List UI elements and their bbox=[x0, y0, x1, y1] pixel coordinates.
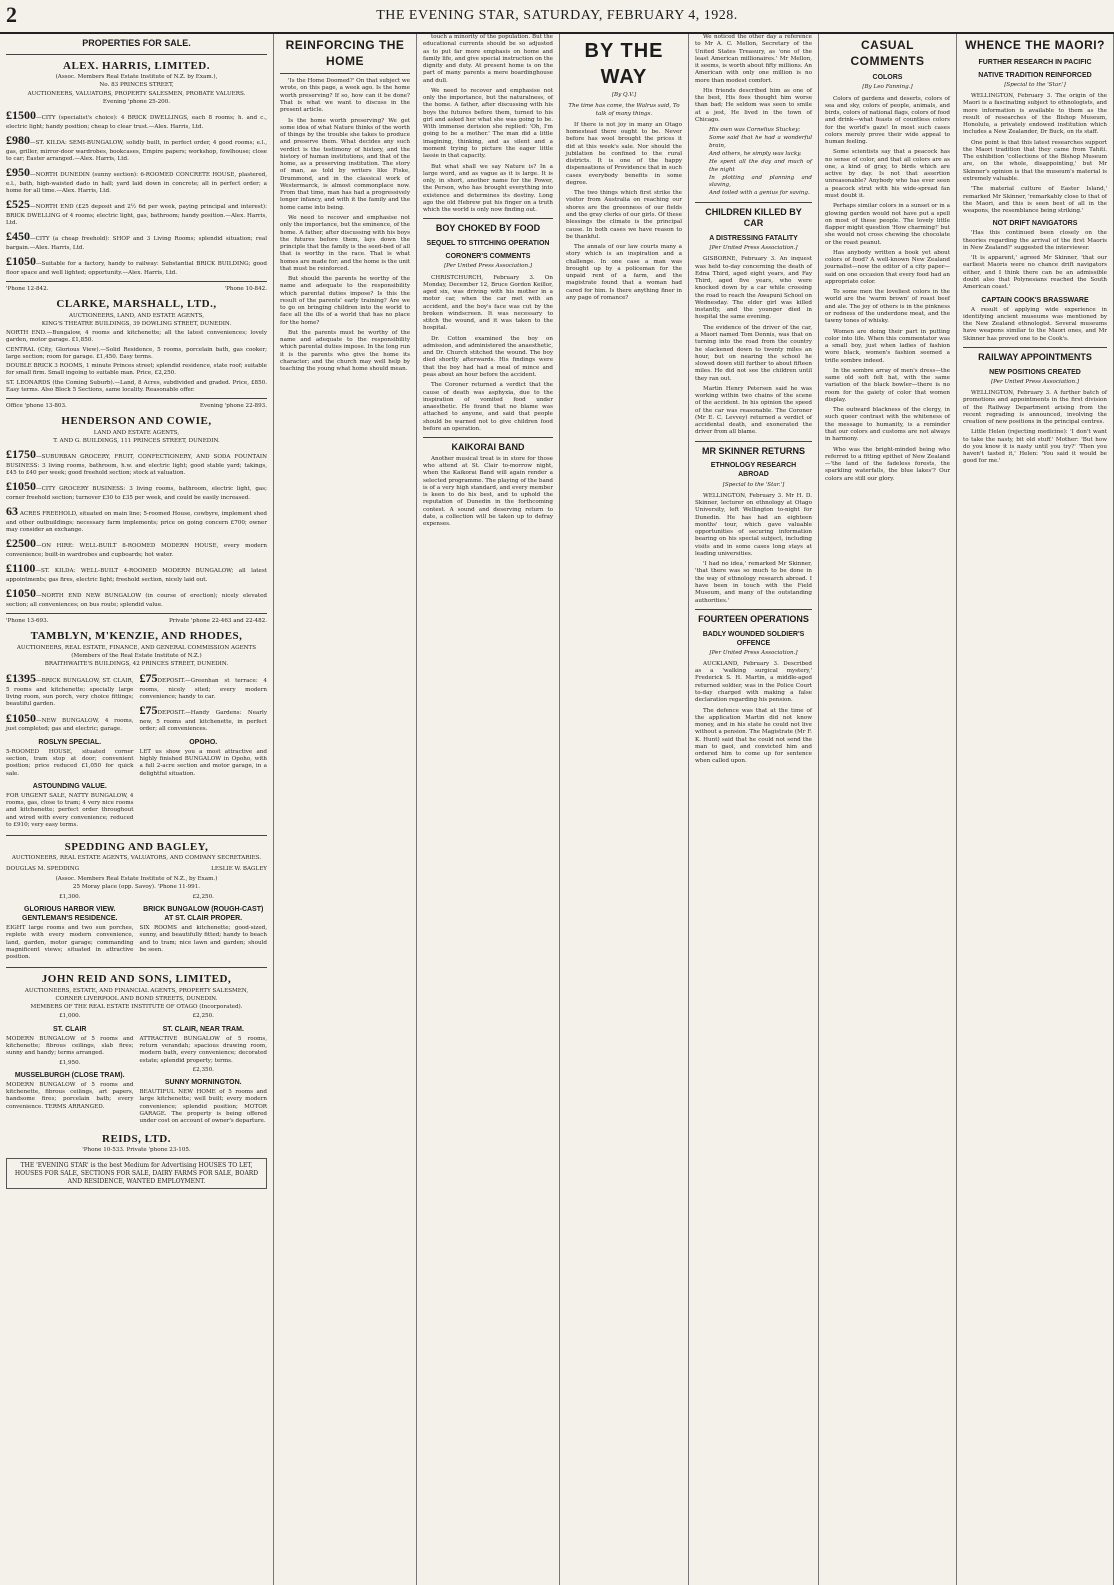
divider bbox=[423, 437, 553, 438]
skinner-credit: [Special to the 'Star.'] bbox=[722, 481, 785, 488]
divider bbox=[6, 281, 267, 282]
divider bbox=[6, 967, 267, 968]
paragraph: Dr. Cotton examined the boy on admission, and administered the anaesthetic, and Dr. Church stitched the wound. The boy died shortly afterwards. His findings were that the boy had had a meal of mince and peas about an hour before the accident. bbox=[423, 335, 553, 378]
spedding-ad bbox=[6, 840, 267, 963]
divider bbox=[280, 73, 410, 74]
boy-subheading: SEQUEL TO STITCHING OPERATION bbox=[426, 240, 550, 248]
spedding-left-heading: GLORIOUS HARBOR VIEW. GENTLEMAN'S RESIDENCE. bbox=[22, 905, 118, 922]
maori-credit: [Special to the 'Star.'] bbox=[1004, 81, 1066, 88]
paragraph: Some scientists say that a peacock has no sense of color, and that all colors are as one, a kind of gray, to birds which are active by day. Is not that assertion unreasonable? Anybody who has ever seen a peacock strut with his wide-spread fan must doubt it. bbox=[825, 149, 950, 199]
opoho-heading: OPOHO. bbox=[189, 738, 218, 746]
list-item: £1050—NEW BUNGALOW, 4 rooms, just completed; gas and electric; garage. bbox=[6, 710, 134, 733]
list-item: £1050—NORTH END NEW BUNGALOW (in course of erection); nicely elevated section; all conveniences; on bus route; splendid value. bbox=[6, 586, 267, 608]
divider bbox=[963, 347, 1107, 348]
paragraph: touch a minority of the population. But the educational currents should be so adjusted as to put far more emphasis on home and family life, and give special instruction on the dignity and duty. At present home is on the part of many parents a mere boardinghouse and dull. bbox=[423, 34, 553, 84]
paragraph: We need to recover and emphasise not only the importance, but the eminence, of the home. A father, after discussing with his boys the futures before them, lays down the principle that the family is the seed-bed of all that is worthy in the race. That is what homes are made for; and the home is the unit that must be reinforced. bbox=[280, 214, 410, 272]
tamblyn-members: (Members of the Real Estate Institute of N.Z.) bbox=[71, 652, 202, 659]
colours-subheading: COLORS bbox=[872, 74, 903, 82]
harris-address: No. 83 PRINCES STREET, bbox=[99, 82, 174, 89]
list-item: £1750—SUBURBAN GROCERY, FRUIT, CONFECTIONERY, AND SODA FOUNTAIN BUSINESS: 3 living rooms, bathroom, h.w. and electric light; good stable yard; takings, £45 to £40 per week; good freehold section; stock at valuation. bbox=[6, 447, 267, 477]
henderson-address: T. AND G. BUILDINGS, 111 PRINCES STREET, DUNEDIN. bbox=[53, 438, 220, 445]
reid-c-heading: MUSSELBURGH (CLOSE TRAM). bbox=[14, 1071, 125, 1079]
reid-address: CORNER LIVERPOOL AND BOND STREETS, DUNEDIN. bbox=[55, 995, 218, 1002]
boy-headline: BOY CHOKED BY FOOD bbox=[435, 223, 541, 234]
masthead bbox=[0, 0, 1114, 34]
car-credit: [Per United Press Association.] bbox=[709, 245, 798, 252]
spedding-members: (Assoc. Members Real Estate Institute of N.Z., by Exam.) bbox=[55, 876, 218, 883]
maori-headline: WHENCE THE MAORI? bbox=[965, 38, 1105, 52]
reid-trades: AUCTIONEERS, ESTATE, AND FINANCIAL AGENTS, PROPERTY SALESMEN, bbox=[24, 987, 249, 994]
maori-column bbox=[957, 34, 1114, 1585]
skinner-subheading: ETHNOLOGY RESEARCH ABROAD bbox=[710, 462, 797, 479]
evening-star-box-ad: THE 'EVENING STAR' is the best Medium for Advertising HOUSES TO LET, HOUSES FOR SALE, SECTIONS FOR SALE, DAIRY FARMS FOR SALE, BOARD AND RESIDENCE, WANTED EMPLOYMENT. bbox=[6, 1158, 267, 1189]
bytheway-headline: BY THE WAY bbox=[584, 40, 664, 88]
harris-members: (Assoc. Members Real Estate Institute of N.Z. by Exam.), bbox=[55, 73, 218, 80]
reid-d-text: BEAUTIFUL NEW HOME of 5 rooms and large kitchenette; well built; every modern convenience; splendid position; MOTOR GARAGE. The property is being offered under cost on account of owner's departure. bbox=[139, 1089, 267, 1125]
paragraph: One point is that this latest researches support the Maori tradition that they came from Tahiti. The exhibition 'collections of the Bishop Museum are, on the whole, disappointing,' but Mr Skinner's opinion is that the museum's material is extremely valuable. bbox=[963, 139, 1107, 182]
paragraph: The evidence of the driver of the car, a Maori named Tom Dennis, was that on turning into the road from the country he slackened down to twenty miles an hour, but on nearing the school he slowed down still further to about fifteen miles. He did not see the children until they ran out. bbox=[695, 324, 812, 382]
paragraph: Another musical treat is in store for those who attend at St. Clair to-morrow night, when the Kaikorai Band will again render a selected programme. The playing of the band is of a very high standard, and every member is keen to do his best, and to uphold the reputation of Dunedin in the forthcoming contest. A sound and deserving return to date, a collection will be taken up to defray expenses. bbox=[423, 455, 553, 528]
harris-ad bbox=[6, 59, 267, 277]
divider bbox=[423, 218, 553, 219]
paragraph: The Coroner returned a verdict that the cause of death was asphyxia, due to the inspiration of vomited food under anaesthetic. He found that no blame was attached to anyone, and said that people should be warned not to give children food before an operation. bbox=[423, 382, 553, 432]
colours-author: [By Leo Fanning.] bbox=[862, 84, 913, 91]
reid-a-text: MODERN BUNGALOW of 5 rooms and kitchenette; fibrous ceilings, slab fires; sunny and handy; terms arranged. bbox=[6, 1035, 134, 1057]
colours-column bbox=[819, 34, 957, 1585]
henderson-ad bbox=[6, 403, 267, 609]
reid-d-price: £2,350. bbox=[192, 1066, 214, 1073]
henderson-trades: LAND AND ESTATE AGENTS, bbox=[93, 429, 180, 436]
list-item: £1050—Suitable for a factory, handy to railway: Substantial BRICK BUILDING; good floor space and well lighted; opportunity.—Alex. Harris, Ltd. bbox=[6, 254, 267, 276]
clarke-address: KING'S THEATRE BUILDINGS, 39 DOWLING STREET, DUNEDIN. bbox=[41, 320, 232, 327]
harris-name: ALEX. HARRIS, LIMITED. bbox=[63, 59, 210, 72]
clarke-phone-left: 'Phone 12-842. bbox=[6, 286, 49, 292]
property-ads-column bbox=[0, 34, 274, 1585]
maori-subheading: FURTHER RESEARCH IN PACIFIC bbox=[978, 58, 1092, 66]
divider bbox=[6, 54, 267, 55]
page-number: 2 bbox=[6, 2, 17, 27]
spedding-partner-right: LESLIE W. BAGLEY bbox=[211, 865, 267, 872]
paragraph: 'Is the Home Doomed?' On that subject we wrote, on this page, a week ago. Is the home worth preserving? If so, how can it be done? That is what we want to discuss in the present article. bbox=[280, 78, 410, 114]
reids-phone: 'Phone 10-533. Private 'phone 23-105. bbox=[82, 1146, 191, 1153]
list-item: £980—ST. KILDA: SEMI-BUNGALOW, solidly built, in perfect order, 4 good rooms; e.l., gas, griller, mirror-door wardrobes, bookcases, Empire papers; workshop, fowlhouse; close to car; Easter arranged.—Alex. Harris, Ltd. bbox=[6, 132, 267, 162]
paragraph: 'It is apparent,' agreed Mr Skinner, 'that our earliest Maoris were no chance drift navigators either, and I think there can be an admissible doubt also that Polynesians reached the South American coast.' bbox=[963, 255, 1107, 291]
ops-headline: FOURTEEN OPERATIONS bbox=[698, 613, 809, 624]
paragraph: WELLINGTON, February 3. The origin of the Maori is a fascinating subject to ethnologists, and more information is available to them as the result of researches of the Bishop Museum, Honolulu, a privately endowed institution which includes a New Zealander, Dr Buck, on its staff. bbox=[963, 93, 1107, 136]
spedding-name: SPEDDING AND BAGLEY, bbox=[64, 841, 209, 854]
paragraph: We noticed the other day a reference to Mr A. C. Mellon, Secretary of the United States Treasury, as 'one of the least American millionaires.' Mr Mellon, it seems, is worth about fifty millions. An American with only one million is no more than modest comfort. bbox=[695, 34, 812, 84]
reid-b-price: £2,250. bbox=[192, 1013, 214, 1020]
clarke-ad bbox=[6, 286, 267, 394]
paragraph: Colors of gardens and deserts, colors of sea and sky, colors of people, animals, and birds, colors of national flags, colors of food and drink—what feasts of countless colors for the world's gaze! In most such cases colors merely prove their wide appeal to human feeling. bbox=[825, 95, 950, 146]
tamblyn-ad bbox=[6, 618, 267, 831]
list-item: £950—NORTH DUNEDIN (sunny section): 6-ROOMED CONCRETE HOUSE, plastered, e.l., bath, high-waisted dado in hall; yard laid down in concrete; all in perfect order; a home for all time.—Alex. Harris, Ltd. bbox=[6, 165, 267, 194]
henderson-name: HENDERSON AND COWIE, bbox=[61, 415, 212, 428]
car-headline: CHILDREN KILLED BY CAR bbox=[705, 206, 802, 229]
navigators-heading: NOT DRIFT NAVIGATORS bbox=[992, 220, 1078, 228]
paragraph: We need to recover and emphasise not only the importance, but the naturalness, of the home. A father, after discussing with his boys the futures before them, turned to his girl and asked her what she was going to be. With immense derision she replied: 'Oh, I'm going to be a mother.' The man did a little imagining, thinking, and as silent and a moment trying to picture the eager little lassie in that capacity. bbox=[423, 87, 553, 160]
paragraph: WELLINGTON, February 3. Mr H. D. Skinner, lecturer on ethnology at Otago University, left Wellington to-night for Dunedin. He has had an eighteen months' tour, which gave valuable opportunities of securing information bearing on his special subject, including visits and in some cases long stays at leading universities. bbox=[695, 492, 812, 557]
spedding-left-price: £1,300. bbox=[59, 893, 81, 900]
railway-subheading: NEW POSITIONS CREATED bbox=[989, 368, 1081, 376]
verse-line: And others, he simply was lucky. bbox=[709, 150, 802, 157]
paragraph: WELLINGTON, February 3. A further batch of promotions and appointments in the first division of the Railway Department arising from the recent regrading is announced, involving the creation of new positions in the principal centres. bbox=[963, 389, 1107, 426]
henderson-phone-right: Evening 'phone 22-893. bbox=[199, 403, 267, 410]
cook-heading: CAPTAIN COOK'S BRASSWARE bbox=[981, 296, 1089, 304]
colours-headline: CASUAL COMMENTS bbox=[850, 38, 925, 68]
list-item: 63 ACRES FREEHOLD, situated on main line; 5-roomed House, cowbyre, implement shed and other outbuildings; necessary farm implements; price on going concern £700; owner may consider an exchange. bbox=[6, 504, 267, 534]
paragraph: Women are doing their part in putting color into life. When this commentator was a small boy, just when ladies of fashion wore black, women's fashion seemed a trifle sombre indeed. bbox=[825, 328, 950, 364]
clarke-phone-right: 'Phone 10-842. bbox=[224, 286, 267, 292]
list-item: DOUBLE BRICK 3 ROOMS, 1 minute Princes street; splendid residence, state roof; suitable for small firm. Small ingoing to suitable man. Price, £2,250. bbox=[6, 363, 267, 377]
tamblyn-phone-left: 'Phone 13-693. bbox=[6, 618, 49, 624]
verse-line: And toiled with a genius for saving. bbox=[709, 190, 810, 197]
list-item: NORTH END.—Bungalow, 4 rooms and kitchenette; all the latest conveniences; lovely garden, motor garage. £1,850. bbox=[6, 330, 267, 344]
paragraph: Who was the bright-minded being who referred to a fitting epithet of New Zealand—'the land of the fadeless forests, the sparkling waterfalls, the blue lakes'? Our colors are still our glory. bbox=[825, 446, 950, 482]
verse-line: His own was Cornelius Stuckey; bbox=[709, 127, 801, 134]
clarke-trades: AUCTIONEERS, LAND, AND ESTATE AGENTS, bbox=[68, 312, 204, 319]
paragraph: In the sombre array of men's dress—the same old soft felt hat, with the same variation of the black bowler—there is no room for the gaiety of color that women display. bbox=[825, 367, 950, 403]
harris-trades: AUCTIONEERS, VALUATORS, PROPERTY SALESMEN, PROBATE VALUERS. bbox=[27, 90, 246, 97]
paragraph: His friends described him as one of the best, His foes thought him worse than bad; He seldom was seen to smile at a jest, He lived in the town of Chicago. bbox=[695, 87, 812, 123]
paragraph: The two things which first strike the visitor from Australia on reaching our shores are the greenness of our fields and the gray clerks of our girls. Of these blessings the climate is the principal cause. In both cases we have reason to be thankful. bbox=[566, 190, 682, 240]
verse-line: He spent all the day and much of the night bbox=[709, 159, 812, 173]
paragraph: CHRISTCHURCH, February 3. On Monday, December 12, Bruce Gordon Keillor, aged six, was driving with his mother in a motor car, when the car met with an accident, and the boy's face was cut by the broken windscreen. It was necessary to stitch the wound, and it was taken to the hospital. bbox=[423, 274, 553, 332]
list-item: £1500—CITY (specialist's choice): 4 BRICK DWELLINGS, each 8 rooms; h. and c., electric light; handy position; cheap to clear trust.—Alex. Harris, Ltd. bbox=[6, 108, 267, 130]
list-item: £1395—BRICK BUNGALOW, ST. CLAIR, 5 rooms and kitchenette; specially large living room, sun porch, very choice fittings; beautiful garden. bbox=[6, 671, 134, 708]
paragraph: But should the parents be worthy of the name and adequate to the responsibility which parental duties impose? Is this the result of the parents' early training? Are we to go on bringing children into the world to face all the ills of a world that has no place for the home? bbox=[280, 276, 410, 326]
divider bbox=[6, 835, 267, 836]
bytheway-author: [By Q.V.] bbox=[611, 92, 637, 98]
paragraph: But the parents must be worthy of the name and adequate to the responsibility which parental duties impose. In the long run it is the parents who give the home its character; and the church may well help by teaching the young what home should mean. bbox=[280, 329, 410, 373]
opoho-text: LET us show you a most attractive and highly finished BUNGALOW in Opoho, with a full 2-acre section and motor garage, in a delightful situation. bbox=[139, 748, 267, 777]
list-item: £1100—ST. KILDA: WELL-BUILT 4-ROOMED MODERN BUNGALOW; all latest appointments; gas fires, electric light; freehold section, nicely laid out. bbox=[6, 561, 267, 583]
tamblyn-name: TAMBLYN, M'KENZIE, AND RHODES, bbox=[30, 630, 243, 643]
paragraph: 'I had no idea,' remarked Mr Skinner, 'that there was so much to be done in the way of ethnology research abroad. I have been in touch with the Field Museum, and many of the outstanding authorities.' bbox=[695, 561, 812, 604]
tamblyn-phone-right: Private 'phone 22-463 and 22-482. bbox=[168, 618, 267, 624]
boy-credit: [Per United Press Association.] bbox=[443, 263, 533, 270]
list-item: £75DEPOSIT.—Greenhan st terrace: 4 rooms, nicely sited; every modern convenience; handy to car. bbox=[139, 671, 267, 701]
divider bbox=[695, 609, 812, 610]
bytheway-column bbox=[560, 34, 689, 1585]
paragraph: 'The material culture of Easter Island,' remarked Mr Skinner, 'remarkably close to that of the Maori, and this is seen best of all in the weapons, the resemblance being striking.' bbox=[963, 186, 1107, 215]
paragraph: The annals of our law courts many a story which is an inspiration and a challenge. In one case a man was brought up by a policeman for the unpaid rent of a farm, and the magistrate found that a woman had cared for him. Is there anything finer in any page of romance? bbox=[566, 244, 682, 301]
maori-subheading-2: NATIVE TRADITION REINFORCED bbox=[978, 71, 1092, 79]
divider bbox=[695, 202, 812, 203]
list-item: ST. LEONARDS (the Coming Suburb).—Land, 8 Acres, subdivided and graded. Price, £850. Easy terms. Also Block 5 Sections, same locality. Reasonable offer. bbox=[6, 379, 267, 393]
paragraph: But what shall we say Nature is? In a large word, and as vague as it is large. It is only, in short, another name for the Power, the Person, who has brought everything into existence and determines its destiny. Long ago the old Hebrew put his finger on a truth which the world is only now finding out. bbox=[423, 163, 553, 214]
reid-ad bbox=[6, 972, 267, 1154]
bytheway-epigraph: The time has come, the Walrus said, To talk of many things. bbox=[568, 103, 680, 117]
spedding-right-heading: BRICK BUNGALOW (ROUGH-CAST) AT ST. CLAIR PROPER. bbox=[143, 905, 264, 922]
list-item: CENTRAL (City, Glorious View).—Solid Residence, 5 rooms, porcelain bath, gas cooker; large section; room for garage. £1,450. Easy terms. bbox=[6, 346, 267, 360]
railway-headline: RAILWAY APPOINTMENTS bbox=[978, 351, 1092, 362]
roslyn-heading: ROSLYN SPECIAL. bbox=[38, 738, 102, 746]
home-headline: REINFORCING THE HOME bbox=[285, 38, 405, 68]
list-item: £525—NORTH END (£25 deposit and 2½ 6d per week, paying principal and interest): BRICK DWELLING of 4 rooms; electric light, gas, bathroom; handy position.—Alex. Harris, Ltd. bbox=[6, 197, 267, 227]
ops-credit: [Per United Press Association.] bbox=[709, 649, 798, 656]
list-item: £1050—CITY GROCERY BUSINESS: 3 living rooms, bathroom, electric light, gas; corner freehold section; turnover £30 to £35 per week, and could be easily increased. bbox=[6, 479, 267, 502]
list-item: £2500—ON HIRE: WELL-BUILT 8-ROOMED MODERN HOUSE, every modern convenience; built-in wardrobes and cupboards; hot water. bbox=[6, 536, 267, 559]
list-item: £450—CITY (a cheap freehold): SHOP and 3 Living Rooms; splendid situation; real bargain.—Alex. Harris, Ltd. bbox=[6, 229, 267, 251]
list-item: £75DEPOSIT.—Handy Gardens: Nearly new, 5 rooms and kitchenette, in perfect order; all conveniences. bbox=[139, 703, 267, 733]
astounding-text: FOR URGENT SALE, NATTY BUNGALOW, 4 rooms, gas, close to tram; 4 very nice rooms and kitchenette; perfect order throughout and wired with every convenience; reduced to £910; very easy terms. bbox=[6, 792, 134, 828]
kaikorai-headline: KAIKORAI BAND bbox=[451, 442, 525, 453]
paragraph: Is the home worth preserving? We get some idea of what Nature thinks of the worth of things by the trouble she takes to produce and preserve them. What decides any such verdict is the testimony of history, and the history of human institutions, and that of the home, as a preserving institution. The story of man, as told by writers like Fiske, Drummond, and in the classical work of Westermarck, is almost commonplace now. From that time, man has had a progressively longer infancy, and with it the family and the home came into being. bbox=[280, 117, 410, 211]
paragraph: A result of applying wide experience in identifying ancient museums was mentioned by the New Zealand ethnologist. Several museums have weapons similar to the Maori ones, and Mr Skinner has proved one to be Cook's. bbox=[963, 306, 1107, 342]
reid-a-heading: ST. CLAIR bbox=[53, 1025, 87, 1033]
henderson-phone-left: Office 'phone 13-803. bbox=[6, 403, 67, 410]
paragraph: AUCKLAND, February 3. Described as a 'walking surgical mystery,' Frederick S. H. Martin, a middle-aged returned soldier, was in the Police Court to-day charged with making a false declaration regarding his pension. bbox=[695, 660, 812, 704]
paragraph: Perhaps similar colors in a sunset or in a glowing garden would not have put a spell on most of these people. The lovely little flapper might question 'How charming!' but she would not cross chewing the chocolate or the roast peanut. bbox=[825, 203, 950, 246]
harris-phone: Evening 'phone 25-200. bbox=[102, 98, 171, 105]
paragraph: Martin Henry Petersen said he was working within two chains of the scene of the accident. In his opinion the speed of the car was reasonable. The Coroner (Mr E. C. Levvey) returned a verdict of accidental death, and exonerated the driver from all blame. bbox=[695, 385, 812, 436]
reid-c-price: £1,950. bbox=[59, 1059, 81, 1066]
boy-subheading-2: CORONER'S COMMENTS bbox=[445, 253, 531, 261]
reid-b-heading: ST. CLAIR, NEAR TRAM. bbox=[162, 1025, 244, 1033]
spedding-left-text: EIGHT large rooms and two sun porches, replete with every modern convenience, land, garden, motor garage; commanding magnificent views; situated in attractive position. bbox=[6, 925, 134, 961]
roslyn-text: 5-ROOMED HOUSE, situated corner section, tram stop at door; convenient position; price reduced £1,050 for quick sale. bbox=[6, 748, 134, 777]
spedding-trades: AUCTIONEERS, REAL ESTATE AGENTS, VALUATORS, AND COMPANY SECRETARIES. bbox=[11, 855, 262, 862]
reid-b-text: ATTRACTIVE BUNGALOW of 5 rooms, return verandah; spacious drawing room, modern bath, every convenience; decorated estate; splendid property; terms. bbox=[139, 1035, 267, 1064]
car-subheading: A DISTRESSING FATALITY bbox=[709, 234, 798, 242]
spedding-partner-left: DOUGLAS M. SPEDDING bbox=[6, 865, 80, 872]
paragraph: The defence was that at the time of the application Martin did not know money, and in his state he could not live without a pension. The Magistrate (Mr F. K. Hunt) said that he could not send the man to gaol, and convicted him and ordered him to come up for sentence when called upon. bbox=[695, 707, 812, 765]
clarke-name: CLARKE, MARSHALL, LTD., bbox=[56, 298, 217, 311]
paragraph: Little Helen (rejecting medicine): 'I don't want to take the nasty, bit old stuff.' Mother: 'But how do you know it is nasty until you try?' 'Then you haven't tasted it,' Helen: 'You said it would be good for me.' bbox=[963, 429, 1107, 465]
skinner-headline: MR SKINNER RETURNS bbox=[701, 445, 805, 456]
reid-a-price: £1,000. bbox=[59, 1013, 81, 1020]
home-article-column bbox=[274, 34, 417, 1585]
verse-line: In plotting and planning and slaving, bbox=[709, 174, 812, 189]
tamblyn-trades: AUCTIONEERS, REAL ESTATE, FINANCE, AND GENERAL COMMISSION AGENTS bbox=[16, 644, 257, 651]
paragraph: 'Has this continued been closely on the theories regarding the arrival of the first Maoris in New Zealand?' suggested the interviewer. bbox=[963, 230, 1107, 251]
divider bbox=[6, 398, 267, 399]
paragraph: The outward blackness of the clergy, in such queer contrast with the whiteness of the message to humanity, is a reminder that our colors and customs are not always in harmony. bbox=[825, 407, 950, 443]
tamblyn-address: BRAITHWAITE'S BUILDINGS, 42 PRINCES STREET, DUNEDIN. bbox=[44, 661, 229, 668]
verse-line: Some said that he had a wonderful brain, bbox=[709, 135, 812, 149]
property-heading: PROPERTIES FOR SALE. bbox=[82, 38, 191, 48]
news-column bbox=[689, 34, 819, 1585]
divider bbox=[6, 613, 267, 614]
astounding-heading: ASTOUNDING VALUE. bbox=[32, 782, 107, 790]
reid-name: JOHN REID AND SONS, LIMITED, bbox=[41, 973, 232, 986]
ops-subheading: BADLY WOUNDED SOLDIER'S OFFENCE bbox=[702, 630, 805, 647]
reid-c-text: MODERN BUNGALOW of 5 rooms and kitchenette, fibrous ceilings, art papers, handsome fires; porcelain bath; every convenience. TERMS ARRANGED. bbox=[6, 1081, 134, 1110]
paragraph: To some men the loveliest colors in the world are the 'warm brown' of roast beef and ale. The joy of others is in the pinkness or redness of the underdone meat, and the tawny tones of whisky. bbox=[825, 289, 950, 325]
boy-article-column bbox=[417, 34, 560, 1585]
reid-members: MEMBERS OF THE REAL ESTATE INSTITUTE OF OTAGO (Incorporated). bbox=[30, 1004, 243, 1011]
reid-d-heading: SUNNY MORNINGTON. bbox=[164, 1079, 242, 1087]
paragraph: GISBORNE, February 3. An inquest was held to-day concerning the death of Edna Third, aged eight years, and Fay Third, aged five years, who were knocked down by a car while crossing the road to reach the Awapuni School on Wednesday. The elder girl was killed instantly, and the younger died in hospital the same evening. bbox=[695, 256, 812, 321]
paragraph: Has anybody written a book yet about colors of food? A well-known New Zealand journalist—now the editor of a city paper—said on one occasion that every food had an appropriate color. bbox=[825, 249, 950, 285]
spedding-right-price: £2,250. bbox=[192, 893, 214, 900]
spedding-right-text: SIX ROOMS and kitchenette; good-sized, sunny, and beautifully fitted; handy to beach and to tram; nice lawn and garden; should be seen. bbox=[139, 925, 267, 953]
newspaper-title: THE EVENING STAR, SATURDAY, FEBRUARY 4, 1928. bbox=[376, 8, 738, 23]
reids-footer: REIDS, LTD. bbox=[102, 1132, 171, 1145]
railway-credit: [Per United Press Association.] bbox=[990, 378, 1080, 385]
paragraph: If there is not joy in many an Otago homestead there ought to be. Never before has wool brought the prices it did at this week's sale. Nor should the jubilation be confined to the rural districts. It is one of the happy dispensations of Providence that in such cases everybody benefits in some degree. bbox=[566, 121, 682, 186]
spedding-address: 25 Moray place (opp. Savoy). 'Phone 11-991. bbox=[72, 884, 201, 891]
divider bbox=[695, 441, 812, 442]
